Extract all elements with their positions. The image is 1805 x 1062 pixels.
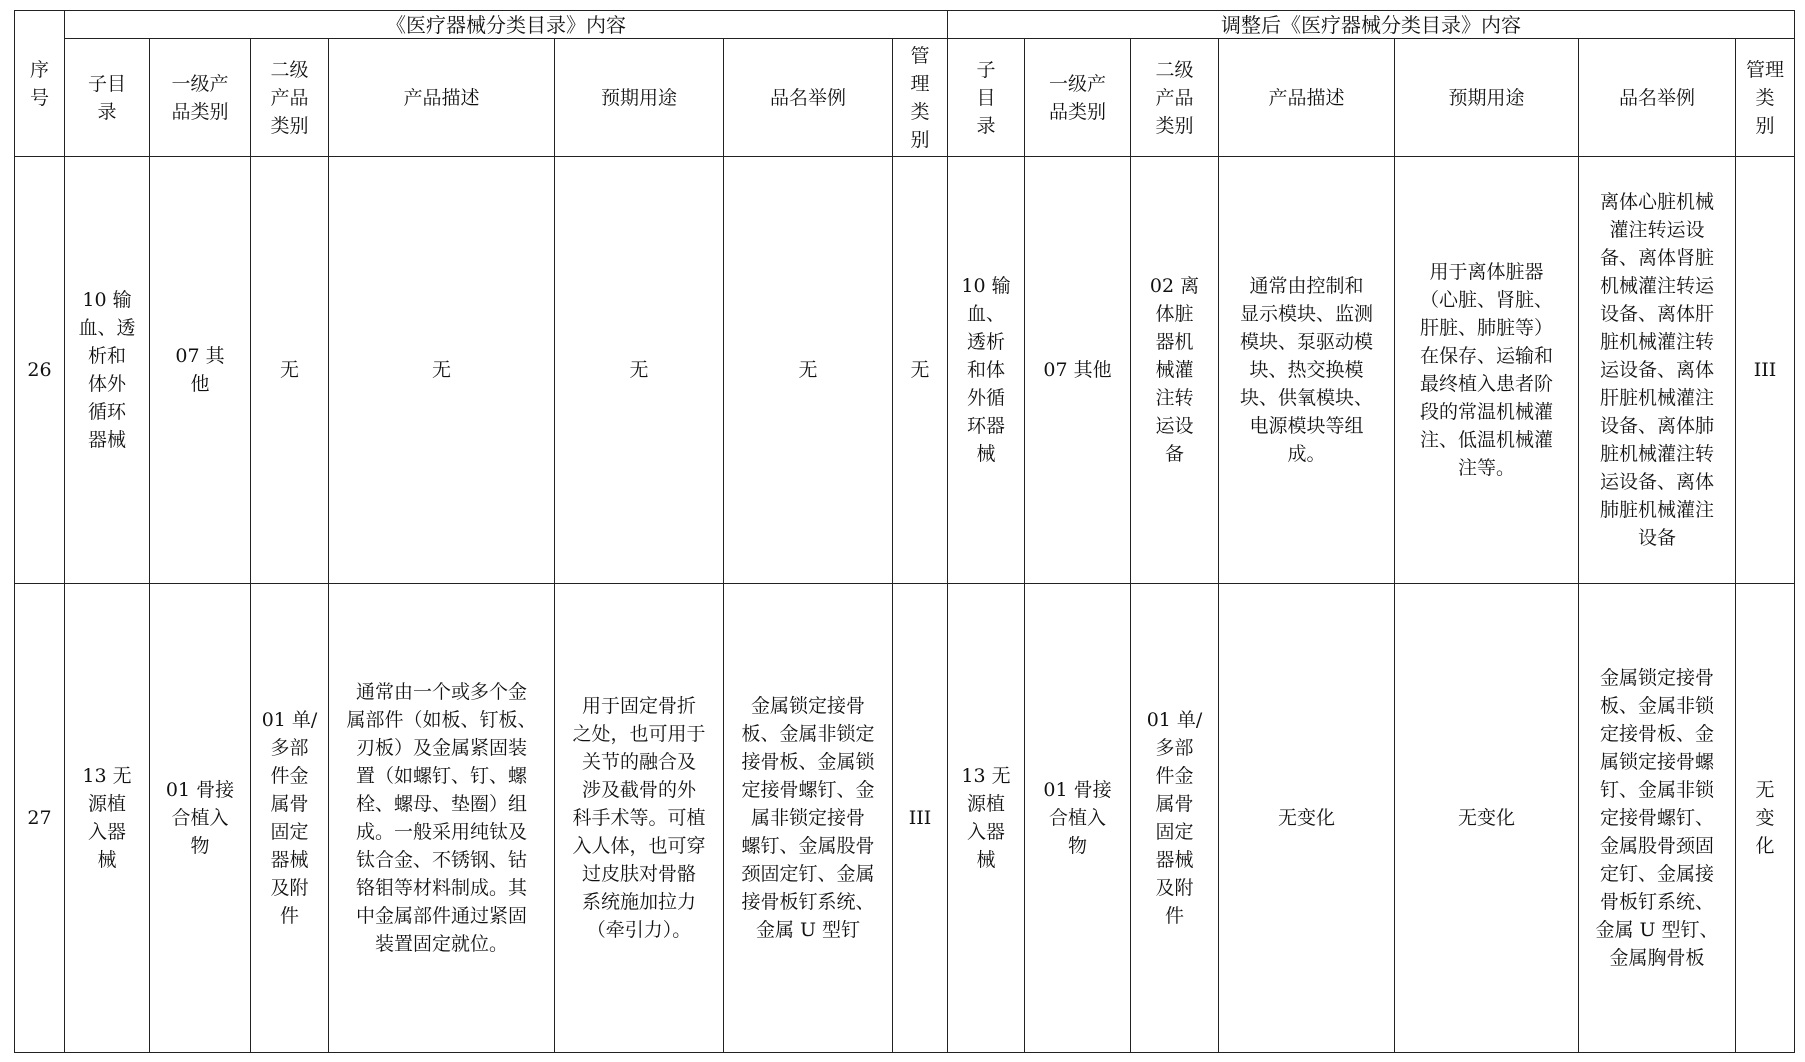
cell-adjusted-intended-use: 无变化 xyxy=(1395,584,1579,1053)
cell-adjusted-description: 通常由控制和 显示模块、监测 模块、泵驱动模 块、热交换模 块、供氧模块、 电源模块等组 成。 xyxy=(1219,157,1395,584)
header-original-level2: 二级 产品 类别 xyxy=(251,39,329,157)
cell-adjusted-mgmt-class: 无 变 化 xyxy=(1736,584,1795,1053)
cell-original-examples: 无 xyxy=(724,157,893,584)
cell-adjusted-level2: 02 离 体脏 器机 械灌 注转 运设 备 xyxy=(1131,157,1219,584)
header-adjusted-level2: 二级 产品 类别 xyxy=(1131,39,1219,157)
header-seq: 序 号 xyxy=(15,11,65,157)
header-original-mgmt-class: 管 理 类 别 xyxy=(893,39,948,157)
cell-adjusted-level1: 01 骨接 合植入 物 xyxy=(1025,584,1131,1053)
header-adjusted-description: 产品描述 xyxy=(1219,39,1395,157)
cell-original-intended-use: 用于固定骨折 之处，也可用于 关节的融合及 涉及截骨的外 科手术等。可植 入人体，也可穿 过皮肤对骨骼 系统施加拉力 （牵引力）。 xyxy=(555,584,724,1053)
table-row xyxy=(15,584,1795,1053)
cell-original-level1: 01 骨接 合植入 物 xyxy=(150,584,251,1053)
cell-original-examples: 金属锁定接骨 板、金属非锁定 接骨板、金属锁 定接骨螺钉、金 属非锁定接骨 螺钉、金属股骨 颈固定钉、金属 接骨板钉系统、 金属 U 型钉 xyxy=(724,584,893,1053)
header-adjusted-sub-catalog: 子 目 录 xyxy=(948,39,1025,157)
header-group-adjusted: 调整后《医疗器械分类目录》内容 xyxy=(948,11,1795,39)
table-row xyxy=(15,157,1795,584)
cell-adjusted-mgmt-class: III xyxy=(1736,157,1795,584)
cell-seq: 26 xyxy=(15,157,65,584)
cell-original-description: 无 xyxy=(329,157,555,584)
header-group-original: 《医疗器械分类目录》内容 xyxy=(65,11,948,39)
header-adjusted-level1: 一级产 品类别 xyxy=(1025,39,1131,157)
cell-original-level1: 07 其 他 xyxy=(150,157,251,584)
cell-original-sub-catalog: 10 输 血、透 析和 体外 循环 器械 xyxy=(65,157,150,584)
cell-original-sub-catalog: 13 无 源植 入器 械 xyxy=(65,584,150,1053)
cell-original-intended-use: 无 xyxy=(555,157,724,584)
group-header-row xyxy=(15,11,1795,39)
header-original-description: 产品描述 xyxy=(329,39,555,157)
cell-adjusted-description: 无变化 xyxy=(1219,584,1395,1053)
cell-original-level2: 01 单/ 多部 件金 属骨 固定 器械 及附 件 xyxy=(251,584,329,1053)
cell-original-mgmt-class: 无 xyxy=(893,157,948,584)
header-original-examples: 品名举例 xyxy=(724,39,893,157)
header-adjusted-mgmt-class: 管理 类 别 xyxy=(1736,39,1795,157)
cell-original-level2: 无 xyxy=(251,157,329,584)
classification-catalog-table xyxy=(14,10,1795,1053)
header-original-intended-use: 预期用途 xyxy=(555,39,724,157)
cell-seq: 27 xyxy=(15,584,65,1053)
header-original-level1: 一级产 品类别 xyxy=(150,39,251,157)
cell-original-mgmt-class: III xyxy=(893,584,948,1053)
cell-adjusted-sub-catalog: 10 输 血、 透析 和体 外循 环器 械 xyxy=(948,157,1025,584)
cell-adjusted-level1: 07 其他 xyxy=(1025,157,1131,584)
cell-adjusted-examples: 离体心脏机械 灌注转运设 备、离体肾脏 机械灌注转运 设备、离体肝 脏机械灌注转 运设备、离体 肝脏机械灌注 设备、离体肺 脏机械灌注转 运设备、离体 肺脏机械灌注 设备 xyxy=(1579,157,1736,584)
cell-adjusted-intended-use: 用于离体脏器 （心脏、肾脏、 肝脏、肺脏等） 在保存、运输和 最终植入患者阶 段的常温机械灌 注、低温机械灌 注等。 xyxy=(1395,157,1579,584)
cell-adjusted-level2: 01 单/ 多部 件金 属骨 固定 器械 及附 件 xyxy=(1131,584,1219,1053)
header-adjusted-intended-use: 预期用途 xyxy=(1395,39,1579,157)
header-adjusted-examples: 品名举例 xyxy=(1579,39,1736,157)
cell-adjusted-examples: 金属锁定接骨 板、金属非锁 定接骨板、金 属锁定接骨螺 钉、金属非锁 定接骨螺钉、 金属股骨颈固 定钉、金属接 骨板钉系统、 金属 U 型钉、 金属胸骨板 xyxy=(1579,584,1736,1053)
cell-adjusted-sub-catalog: 13 无 源植 入器 械 xyxy=(948,584,1025,1053)
cell-original-description: 通常由一个或多个金 属部件（如板、钉板、 刃板）及金属紧固装 置（如螺钉、钉、螺 栓、螺母、垫圈）组 成。一般采用纯钛及 钛合金、不锈钢、钴 铬钼等材料制成。其 中金属部件通过紧固 装置固定就位。 xyxy=(329,584,555,1053)
header-original-sub-catalog: 子目 录 xyxy=(65,39,150,157)
column-header-row xyxy=(15,39,1795,157)
